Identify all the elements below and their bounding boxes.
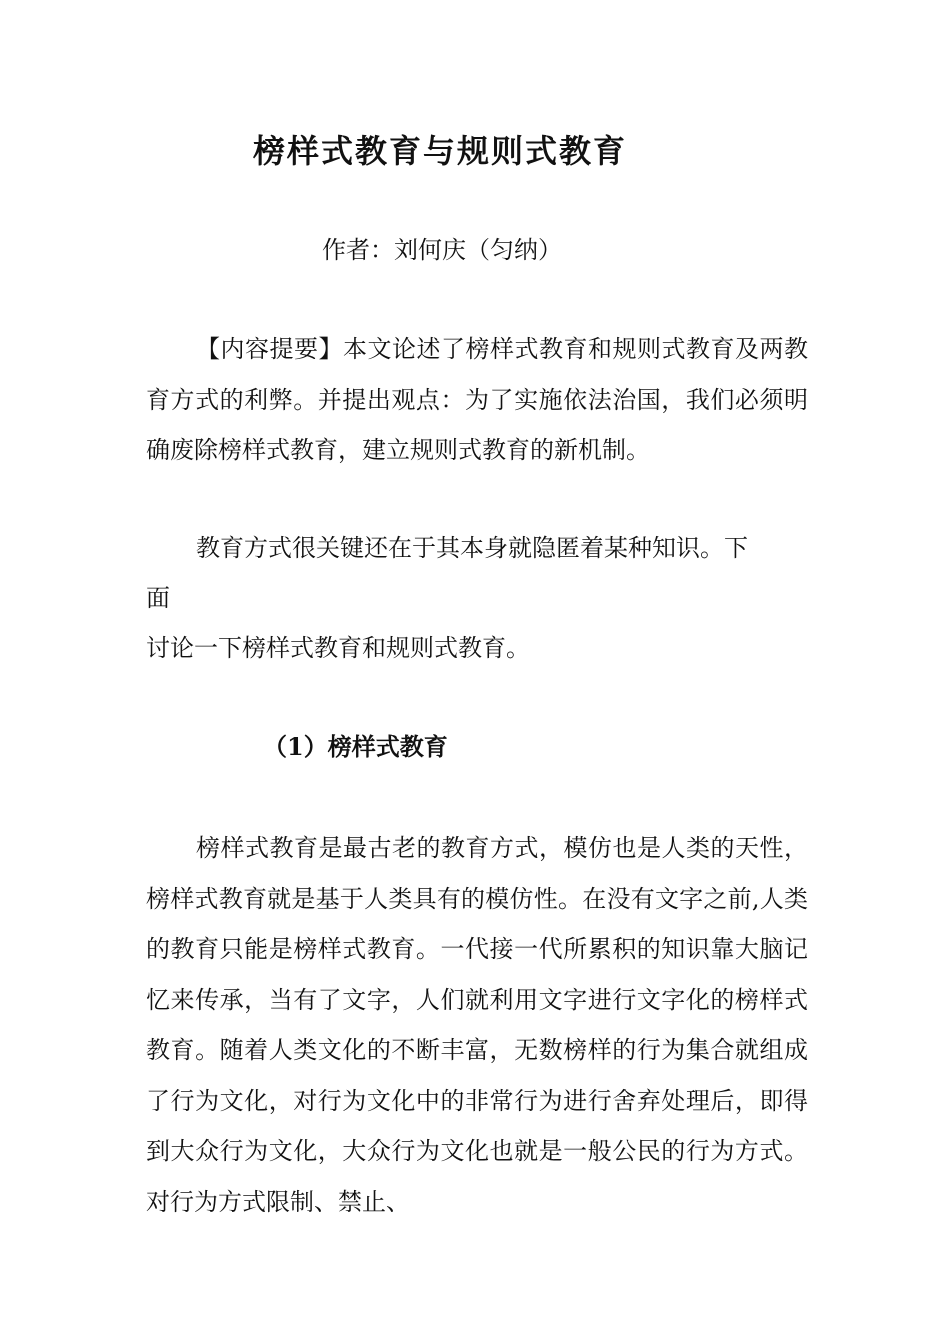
intro-line-2: 面: [146, 584, 170, 612]
section-heading: （1）榜样式教育: [263, 732, 448, 761]
abstract-paragraph: 【内容提要】本文论述了榜样式教育和规则式教育及两教育方式的利弊。并提出观点：为了实施依法治国，我们必须明确废除榜样式教育，建立规则式教育的新机制。: [146, 335, 808, 464]
author-line: 作者：刘何庆（匀纳）: [322, 236, 562, 264]
intro-line-3: 讨论一下榜样式教育和规则式教育。: [146, 634, 530, 662]
page-title: 榜样式教育与规则式教育: [252, 132, 627, 170]
section-body-paragraph: 榜样式教育是最古老的教育方式，模仿也是人类的天性，榜样式教育就是基于人类具有的模仿性。在没有文字之前,人类的教育只能是榜样式教育。一代接一代所累积的知识靠大脑记忆来传承，当有了文字，人们就利用文字进行文字化的榜样式教育。随着人类文化的不断丰富，无数榜样的行为集合就组成了行为文化，对行为文化中的非常行为进行舍弃处理后，即得到大众行为文化，大众行为文化也就是一般公民的行为方式。对行为方式限制、禁止、: [146, 834, 808, 1216]
intro-line-1: 教育方式很关键还在于其本身就隐匿着某种知识。下: [196, 534, 748, 562]
